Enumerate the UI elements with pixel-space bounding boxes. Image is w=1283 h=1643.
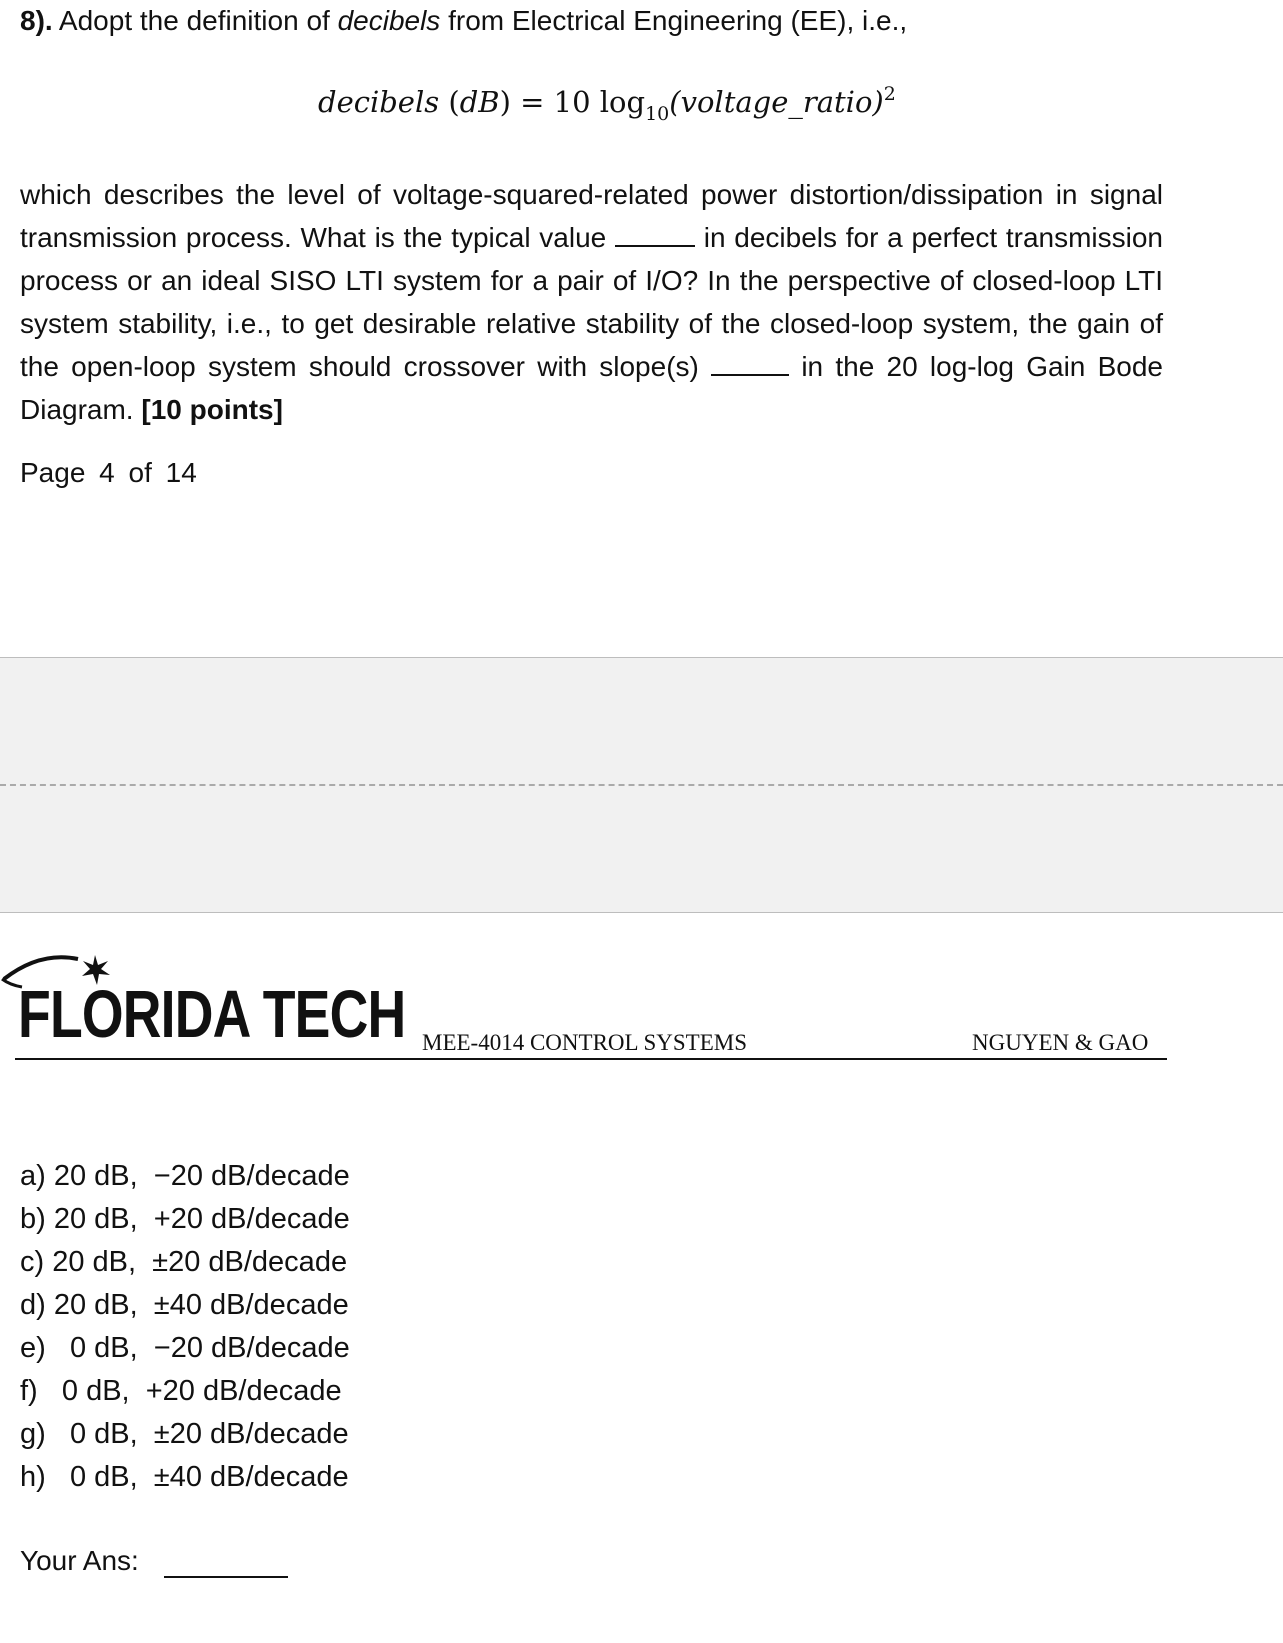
page-break-dashed-line [0, 784, 1283, 786]
page-break-separator [0, 657, 1283, 913]
question-number: 8). [20, 5, 53, 36]
option-a: a) 20 dB, −20 dB/decade [20, 1160, 350, 1192]
answer-options [20, 1155, 350, 1499]
formula-unit: (dB) [448, 85, 511, 119]
option-g: g) 0 dB, ±20 dB/decade [20, 1418, 349, 1450]
course-title: MEE-4014 CONTROL SYSTEMS [422, 1030, 747, 1055]
question-body-part-3: in the 20 log-log Gain Bode Diagram. [20, 351, 1163, 425]
question-lead-text: Adopt the definition of [52, 5, 338, 36]
logo-wordmark: FLORIDA TECH [18, 977, 406, 1052]
header-rule [15, 1058, 1167, 1060]
formula-argument: (voltage_ratio) [669, 85, 884, 119]
question-body-part-2: in decibels for a perfect transmission process or an ideal SISO LTI system for a pair of I/O? In the perspective of closed-loop LTI system stability, i.e., to get desirable relative stability of the closed-loop system, the gain of the open-loop system should crossover with slope(s) [20, 222, 1163, 382]
option-c: c) 20 dB, ±20 dB/decade [20, 1246, 348, 1278]
decibel-formula [318, 82, 896, 125]
answer-blank-line [164, 1576, 288, 1578]
question-term: decibels [337, 5, 441, 36]
option-h: h) 0 dB, ±40 dB/decade [20, 1461, 349, 1493]
formula-coefficient: 10 [553, 85, 591, 119]
florida-tech-logo [0, 945, 406, 1060]
blank-value-line [615, 219, 695, 247]
formula-log-base: 10 [645, 103, 670, 125]
option-b: b) 20 dB, +20 dB/decade [20, 1203, 350, 1235]
answer-label: Your Ans: [20, 1545, 139, 1576]
formula-equals: = [520, 85, 545, 119]
formula-exponent: 2 [883, 83, 896, 105]
authors: NGUYEN & GAO [972, 1030, 1149, 1055]
question-body [20, 173, 1163, 431]
option-e: e) 0 dB, −20 dB/decade [20, 1332, 350, 1364]
question-lead-text-end: from Electrical Engineering (EE), i.e., [440, 5, 908, 36]
option-f: f) 0 dB, +20 dB/decade [20, 1375, 342, 1407]
question-heading [20, 2, 907, 40]
page-number: Page 4 of 14 [20, 457, 197, 488]
formula-lhs: decibels [318, 85, 440, 119]
formula-log: log [599, 85, 646, 119]
question-body-part-1: which describes the level of voltage-squared-related power distortion/dissipation in signal transmission process. What is the typical value [20, 179, 1163, 253]
blank-slope-line [711, 348, 789, 376]
points-label: [10 points] [141, 394, 283, 425]
option-d: d) 20 dB, ±40 dB/decade [20, 1289, 349, 1321]
